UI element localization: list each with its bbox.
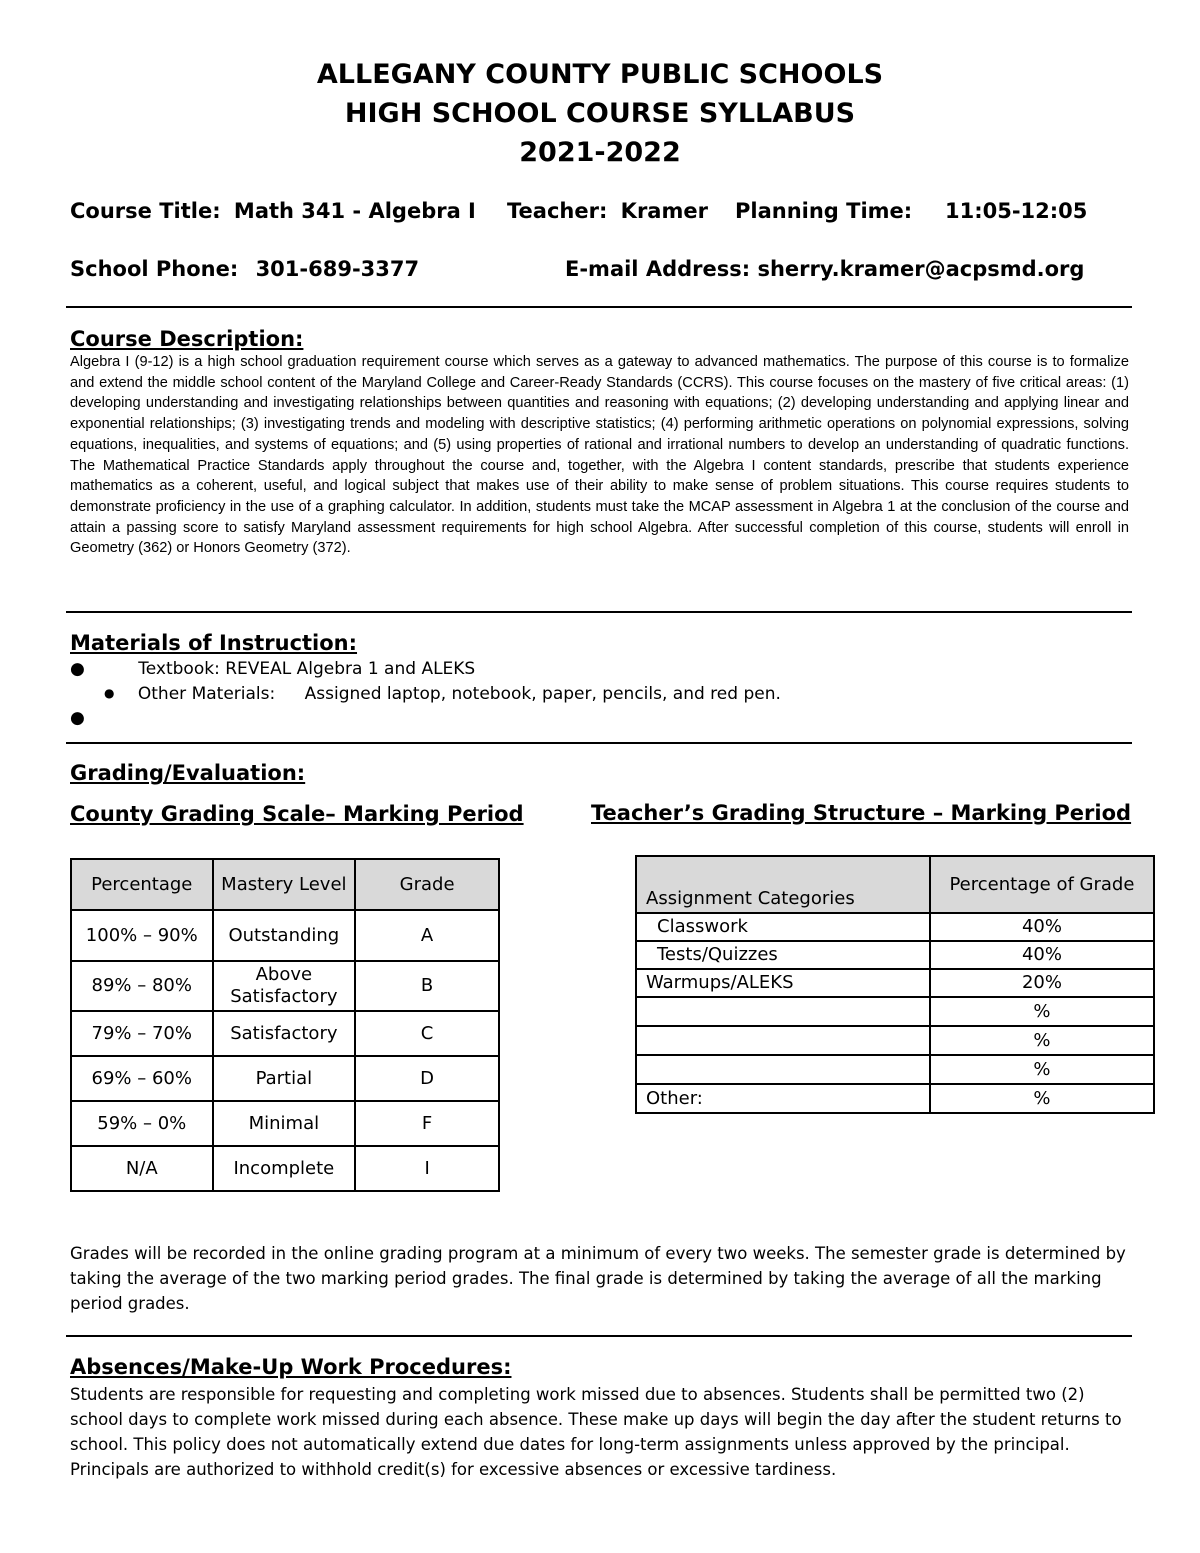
grading-note: Grades will be recorded in the online grading program at a minimum of every two weeks. The semester grade is determined by taking the average of the two marking period grades. The final grade is determined by taking the average of all the marking period grades. <box>70 1244 1126 1313</box>
course-title-label: Course Title: <box>70 199 221 223</box>
school-phone-value: 301-689-3377 <box>255 257 420 281</box>
divider <box>66 1335 1132 1337</box>
bullet-icon: ● <box>70 708 85 728</box>
materials-item-empty <box>70 708 85 728</box>
table-row <box>636 969 1154 997</box>
table-row <box>636 1084 1154 1113</box>
percentage-cell: 20% <box>930 969 1154 997</box>
other-materials-text: Assigned laptop, notebook, paper, pencils, and red pen. <box>304 684 781 704</box>
percentage-cell: % <box>930 997 1154 1026</box>
category-cell <box>636 1026 930 1055</box>
percentage-cell: 40% <box>930 941 1154 969</box>
email-label: E-mail Address: <box>565 257 751 281</box>
header-percentage-of-grade: Percentage of Grade <box>930 856 1154 913</box>
county-grading-heading: County Grading Scale– Marking Period <box>70 802 524 826</box>
syllabus-title: HIGH SCHOOL COURSE SYLLABUS <box>344 98 856 129</box>
divider <box>66 742 1132 744</box>
category-cell: Warmups/ALEKS <box>636 969 930 997</box>
school-year: 2021-2022 <box>519 137 681 168</box>
header-mastery-level: Mastery Level <box>213 859 356 910</box>
absences-heading: Absences/Make-Up Work Procedures: <box>70 1355 512 1379</box>
header-percentage: Percentage <box>71 859 213 910</box>
course-title-value: Math 341 - Algebra I <box>233 199 476 223</box>
teacher-label: Teacher: <box>507 199 608 223</box>
school-phone-row <box>70 257 419 281</box>
percentage-cell: 40% <box>930 913 1154 941</box>
category-cell: Tests/Quizzes <box>636 941 930 969</box>
scale-mastery-level: Minimal <box>213 1101 356 1146</box>
course-title-row <box>70 199 476 223</box>
materials-item-textbook <box>70 659 475 679</box>
absences-text: Students are responsible for requesting and completing work missed due to absences. Students shall be permitted two (2) school days to complete work missed during each absence. These make up days will begin the day after the student returns to school. This policy does not automatically extend due dates for long-term assignments unless approved by the principal. Principals are authorized to withhold credit(s) for excessive absences or excessive tardiness. <box>70 1385 1122 1479</box>
scale-percentage: 100% – 90% <box>71 910 213 961</box>
table-row <box>71 1056 499 1101</box>
scale-grade: D <box>355 1056 499 1101</box>
scale-percentage: 89% – 80% <box>71 961 213 1011</box>
table-row <box>71 910 499 961</box>
bullet-icon: ● <box>70 659 85 679</box>
other-materials-label: Other Materials: <box>137 684 276 704</box>
table-row <box>71 1011 499 1056</box>
teacher-value: Kramer <box>620 199 708 223</box>
course-description-paragraph: Algebra I (9-12) is a high school graduation requirement course which serves as a gateway to advanced mathematics. The purpose of this course is to formalize and extend the middle school content of the Maryland College and Career-Ready Standards (CCRS). This course focuses on the mastery of five critical areas: (1) developing understanding and investigating relationships between quantities and reasoning with equations; (2) developing understanding and applying linear and exponential relationships; (3) investigating trends and modeling with descriptive statistics; (4) performing arithmetic operations on polynomial expressions, solving equations, inequalities, and systems of equations; and (5) using properties of rational and irrational numbers to develop an understanding of quadratic functions. The Mathematical Practice Standards apply throughout the course and, together, with the Algebra I content standards, prescribe that students experience mathematics as a coherent, useful, and logical subject that makes use of their ability to make sense of problem situations. This course requires students to demonstrate proficiency in the use of a graphing calculator. In addition, students must take the MCAP assessment in Algebra 1 at the conclusion of the course and attain a passing score to satisfy Maryland assessment requirements for high school Algebra. After successful completion of this course, students will enroll in Geometry (362) or Honors Geometry (372). <box>70 354 1129 557</box>
category-cell: Classwork <box>636 913 930 941</box>
table-header-row <box>71 859 499 910</box>
email-value: sherry.kramer@acpsmd.org <box>757 257 1085 281</box>
scale-mastery-level: Partial <box>213 1056 356 1101</box>
table-row <box>71 1101 499 1146</box>
district-title: ALLEGANY COUNTY PUBLIC SCHOOLS <box>316 59 884 90</box>
scale-percentage: 59% – 0% <box>71 1101 213 1146</box>
email-row <box>565 257 1084 281</box>
header-assignment-categories: Assignment Categories <box>636 856 930 913</box>
table-row <box>636 1026 1154 1055</box>
planning-time-value: 11:05-12:05 <box>945 199 1088 223</box>
scale-percentage: 69% – 60% <box>71 1056 213 1101</box>
planning-time-label: Planning Time: <box>735 199 913 223</box>
teacher-grading-heading: Teacher’s Grading Structure – Marking Period <box>591 801 1132 825</box>
school-phone-label: School Phone: <box>70 257 239 281</box>
course-description-text <box>70 352 1129 559</box>
scale-grade: A <box>355 910 499 961</box>
grading-heading: Grading/Evaluation: <box>70 761 306 785</box>
table-row <box>71 1146 499 1191</box>
category-cell <box>636 1055 930 1084</box>
percentage-cell: % <box>930 1084 1154 1113</box>
table-header-row <box>636 856 1154 913</box>
divider <box>66 306 1132 308</box>
scale-percentage: N/A <box>71 1146 213 1191</box>
materials-item-other <box>104 684 781 704</box>
table-row <box>636 941 1154 969</box>
bullet-icon: ● <box>104 686 115 700</box>
table-row <box>636 997 1154 1026</box>
scale-grade: I <box>355 1146 499 1191</box>
scale-mastery-level: Above Satisfactory <box>213 961 356 1011</box>
materials-heading: Materials of Instruction: <box>70 631 358 655</box>
category-cell <box>636 997 930 1026</box>
scale-grade: C <box>355 1011 499 1056</box>
header-grade: Grade <box>355 859 499 910</box>
course-description-heading: Course Description: <box>70 327 304 351</box>
category-cell: Other: <box>636 1084 930 1113</box>
percentage-cell: % <box>930 1026 1154 1055</box>
scale-mastery-level: Incomplete <box>213 1146 356 1191</box>
table-row <box>636 913 1154 941</box>
divider <box>66 611 1132 613</box>
scale-grade: B <box>355 961 499 1011</box>
scale-mastery-level: Satisfactory <box>213 1011 356 1056</box>
table-row <box>636 1055 1154 1084</box>
scale-percentage: 79% – 70% <box>71 1011 213 1056</box>
county-grading-table <box>70 858 500 1192</box>
textbook-text: Textbook: REVEAL Algebra 1 and ALEKS <box>138 659 476 679</box>
scale-grade: F <box>355 1101 499 1146</box>
table-row <box>71 961 499 1011</box>
teacher-grading-table <box>635 855 1155 1114</box>
teacher-row <box>507 199 708 223</box>
scale-mastery-level: Outstanding <box>213 910 356 961</box>
percentage-cell: % <box>930 1055 1154 1084</box>
